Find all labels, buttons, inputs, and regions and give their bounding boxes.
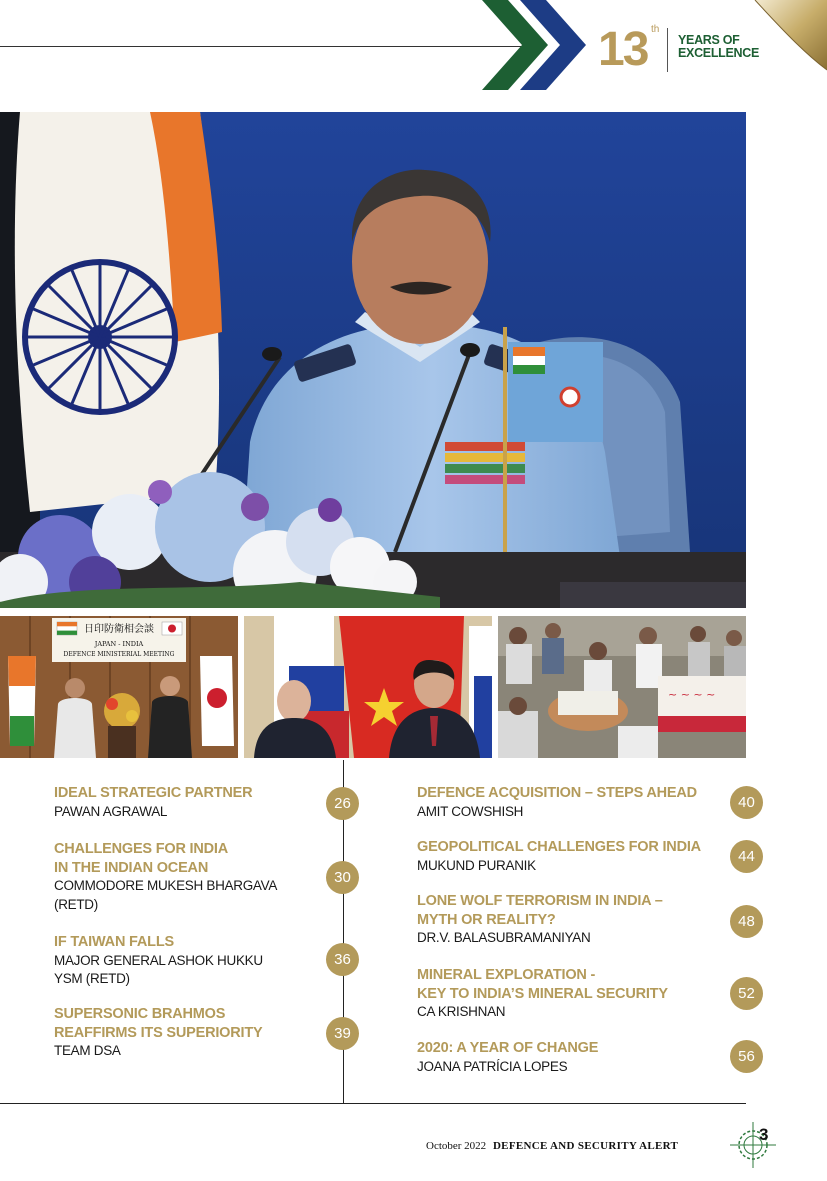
toc-entry-author: MAJOR GENERAL ASHOK HUKKU: [54, 952, 263, 968]
page-number-badge: 48: [730, 905, 763, 938]
toc-entry-defence-acquisition[interactable]: [417, 784, 697, 821]
toc-entry-title: CHALLENGES FOR INDIA: [54, 841, 229, 857]
toc-entry-title: MINERAL EXPLORATION -: [417, 967, 596, 983]
toc-entry-author: COMMODORE MUKESH BHARGAVA: [54, 878, 278, 893]
years-suffix: th: [651, 24, 660, 35]
toc-entry-author: TEAM DSA: [54, 1043, 121, 1058]
header-rule: [0, 46, 540, 47]
meeting-sign-japanese: 日印防衛相会談: [84, 624, 154, 635]
page-number-badge: 40: [730, 786, 763, 819]
toc-entry-author: AMIT COWSHISH: [417, 803, 524, 819]
footer-magazine-name: DEFENCE AND SECURITY ALERT: [492, 1140, 679, 1152]
page-number-badge: 44: [730, 840, 763, 873]
toc-entry-2020-year-of-change[interactable]: [417, 1039, 598, 1076]
toc-entry-title: KEY TO INDIA’S MINERAL SECURITY: [417, 985, 668, 1002]
years-line-1: YEARS OF: [678, 33, 740, 47]
hero-photo: [0, 112, 746, 608]
toc-entry-title: GEOPOLITICAL CHALLENGES FOR INDIA: [417, 839, 701, 855]
footer-date: October 2022: [426, 1140, 487, 1152]
page-curl-icon: [727, 0, 827, 82]
years-line-2: EXCELLENCE: [678, 46, 760, 60]
toc-entry-supersonic-brahmos[interactable]: [54, 1005, 263, 1061]
svg-text:~ ~ ~ ~: ~ ~ ~ ~: [668, 688, 716, 701]
chevron-logo-icon: [470, 0, 600, 90]
toc-entry-author: DR.V. BALASUBRAMANIYAN: [417, 930, 591, 945]
toc-entry-ideal-strategic-partner[interactable]: [54, 784, 252, 821]
toc-entry-author: PAWAN AGRAWAL: [54, 803, 168, 819]
toc-entry-title: DEFENCE ACQUISITION – STEPS AHEAD: [417, 785, 697, 801]
toc-entry-author: MUKUND PURANIK: [417, 857, 536, 873]
page-number-badge: 39: [326, 1017, 359, 1050]
toc-entry-title: 2020: A YEAR OF CHANGE: [417, 1040, 599, 1056]
footer-page-number: 3: [759, 1125, 769, 1144]
toc-entry-title: LONE WOLF TERRORISM IN INDIA –: [417, 893, 663, 909]
toc-entry-title: REAFFIRMS ITS SUPERIORITY: [54, 1024, 263, 1041]
years-number: 13: [598, 23, 648, 76]
toc-entry-author: (RETD): [54, 896, 98, 912]
photo-japan-india-meeting: [0, 616, 238, 758]
page-number-badge: 56: [730, 1040, 763, 1073]
toc-entry-title: IN THE INDIAN OCEAN: [54, 859, 209, 876]
photo-putin-xi: [244, 616, 492, 758]
toc-bottom-rule: [0, 1103, 746, 1104]
toc-entry-title: IF TAIWAN FALLS: [54, 934, 174, 950]
toc-entry-title: IDEAL STRATEGIC PARTNER: [54, 785, 253, 801]
years-divider: [667, 28, 668, 72]
footer-issue: [426, 1140, 678, 1152]
toc-entry-author: CA KRISHNAN: [417, 1004, 506, 1019]
page-number-badge: 52: [730, 977, 763, 1010]
toc-entry-title: SUPERSONIC BRAHMOS: [54, 1006, 226, 1022]
toc-entry-title: MYTH OR REALITY?: [417, 911, 556, 928]
meeting-sign-line-3: DEFENCE MINISTERIAL MEETING: [63, 651, 175, 658]
toc-entry-geopolitical-challenges[interactable]: [417, 838, 701, 875]
toc-entry-challenges-indian-ocean[interactable]: [54, 840, 277, 914]
photo-street-protest: [498, 616, 746, 758]
toc-entry-author: JOANA PATRÍCIA LOPES: [417, 1058, 568, 1074]
crosshair-target-icon: [726, 1118, 780, 1172]
page-number-badge: 30: [326, 861, 359, 894]
toc-entry-if-taiwan-falls[interactable]: [54, 933, 263, 989]
page-number-badge: 26: [326, 787, 359, 820]
meeting-sign-line-2: JAPAN - INDIA: [94, 640, 144, 648]
toc-entry-mineral-exploration[interactable]: [417, 966, 668, 1022]
toc-entry-lone-wolf-terrorism[interactable]: [417, 892, 663, 948]
toc-entry-author: YSM (RETD): [54, 971, 130, 986]
page-number-badge: 36: [326, 943, 359, 976]
